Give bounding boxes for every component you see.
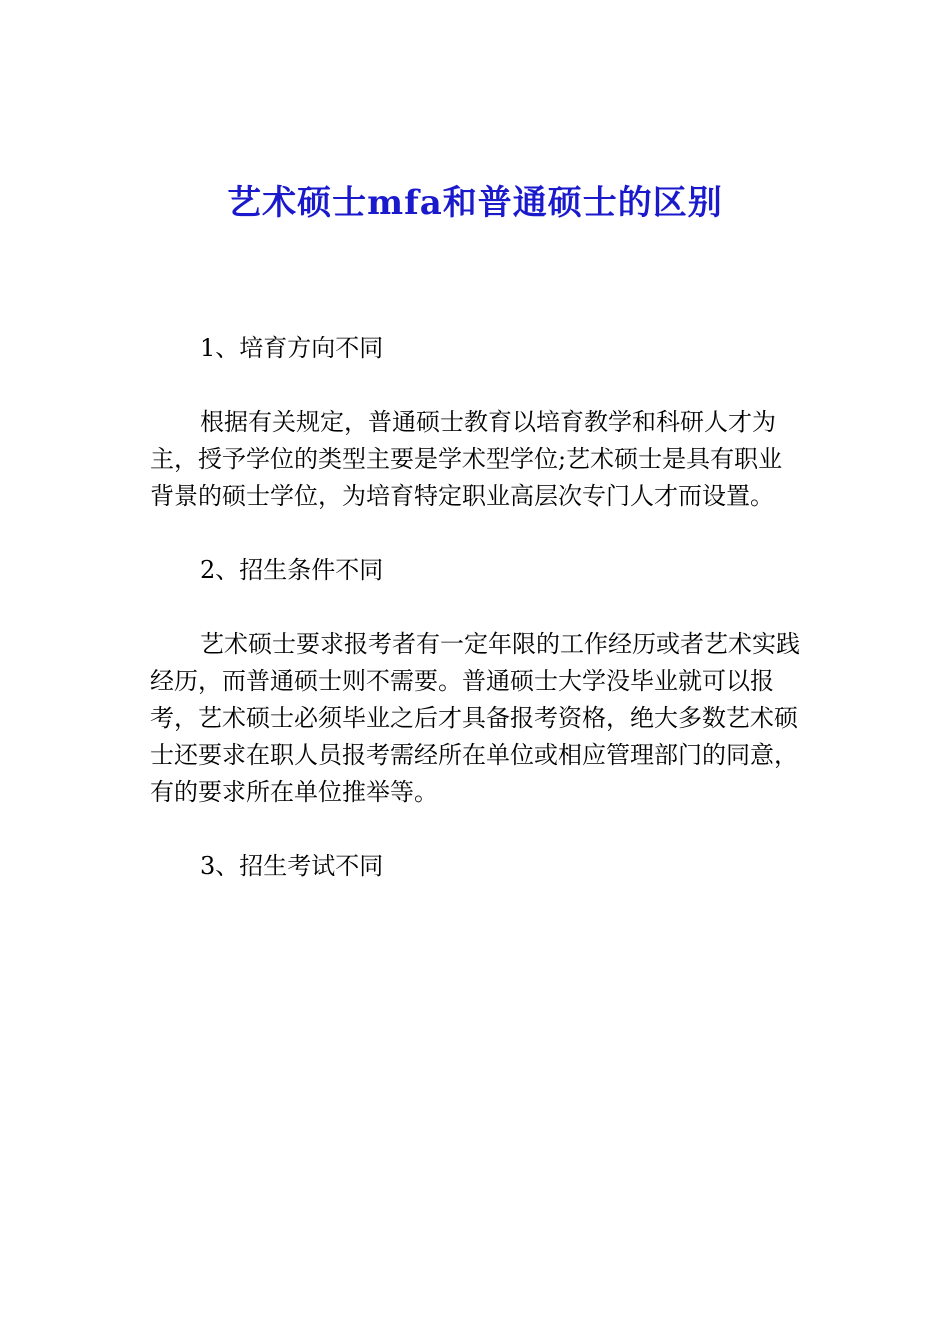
section-heading-2: 2、招生条件不同	[200, 556, 384, 584]
document-body	[150, 330, 800, 885]
section-heading-3: 3、招生考试不同	[200, 852, 384, 880]
document-title: 艺术硕士mfa和普通硕士的区别	[227, 183, 723, 223]
section-heading-1: 1、培育方向不同	[200, 334, 384, 362]
section-paragraph-2: 艺术硕士要求报考者有一定年限的工作经历或者艺术实践经历，而普通硕士则不需要。普通硕士大学没毕业就可以报考，艺术硕士必须毕业之后才具备报考资格，绝大多数艺术硕士还要求在职人员报考需经所在单位或相应管理部门的同意，有的要求所在单位推举等。	[150, 630, 800, 806]
section-paragraph-1: 根据有关规定，普通硕士教育以培育教学和科研人才为主，授予学位的类型主要是学术型学位;艺术硕士是具有职业背景的硕士学位，为培育特定职业高层次专门人才而设置。	[150, 408, 783, 510]
